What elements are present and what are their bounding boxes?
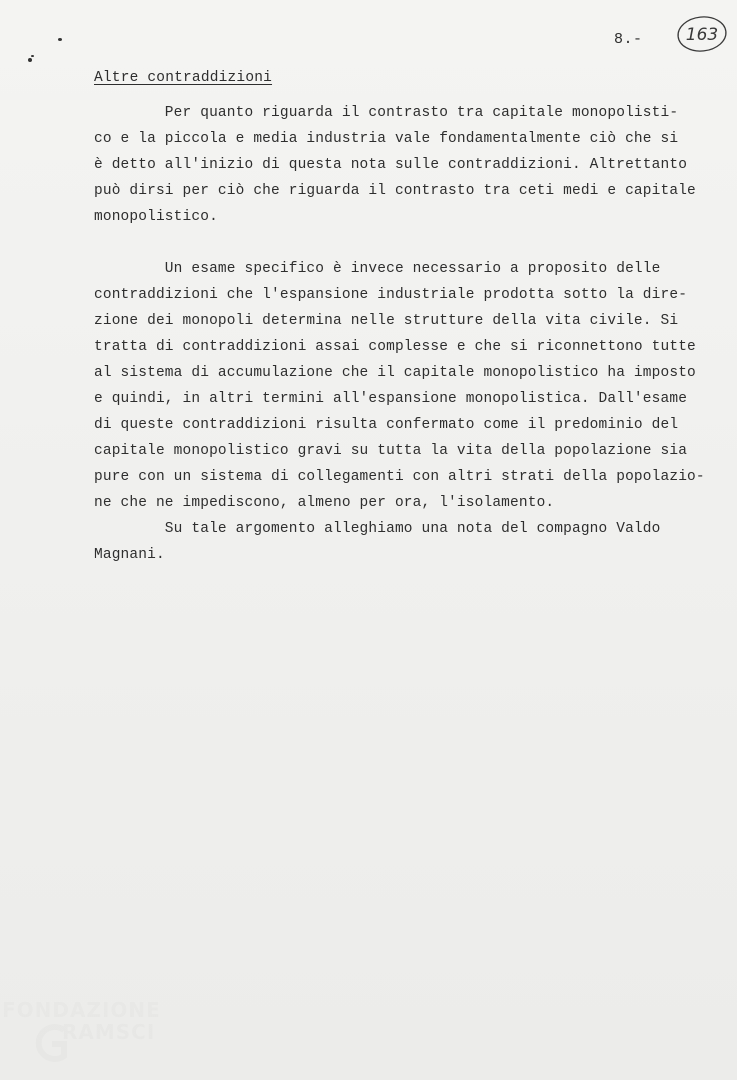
text-line: tratta di contraddizioni assai complesse e che si riconnettono tutte (94, 339, 696, 355)
paragraph (94, 100, 714, 230)
body-text (94, 100, 714, 568)
handwritten-stamp-icon (676, 14, 728, 54)
text-line: può dirsi per ciò che riguarda il contrasto tra ceti medi e capitale (94, 183, 696, 199)
paragraph (94, 516, 714, 568)
ink-speck (31, 55, 34, 57)
text-line: Per quanto riguarda il contrasto tra capitale monopolisti- (94, 105, 679, 121)
text-line: Su tale argomento alleghiamo una nota del compagno Valdo (94, 521, 661, 537)
text-line: pure con un sistema di collegamenti con altri strati della popolazio- (94, 469, 705, 485)
text-line: co e la piccola e media industria vale fondamentalmente ciò che si (94, 131, 679, 147)
ink-speck (28, 58, 32, 62)
text-line: ne che ne impediscono, almeno per ora, l'isolamento. (94, 495, 555, 511)
text-line: di queste contraddizioni risulta confermato come il predominio del (94, 417, 679, 433)
text-line: Un esame specifico è invece necessario a proposito delle (94, 261, 661, 277)
text-line: al sistema di accumulazione che il capitale monopolistico ha imposto (94, 365, 696, 381)
text-line: Magnani. (94, 547, 165, 563)
archive-watermark (2, 998, 182, 1078)
page-number: 8.- (614, 31, 643, 48)
text-line: monopolistico. (94, 209, 218, 225)
archive-stamp (676, 14, 728, 54)
watermark-line2: RAMSCI (62, 1020, 156, 1044)
text-line: contraddizioni che l'espansione industriale prodotta sotto la dire- (94, 287, 688, 303)
stamp-number: 163 (685, 25, 719, 45)
text-line: è detto all'inizio di questa nota sulle contraddizioni. Altrettanto (94, 157, 688, 173)
text-line: zione dei monopoli determina nelle strutture della vita civile. Si (94, 313, 679, 329)
text-line: e quindi, in altri termini all'espansione monopolistica. Dall'esame (94, 391, 688, 407)
section-heading: Altre contraddizioni (94, 70, 273, 86)
text-line: capitale monopolistico gravi su tutta la vita della popolazione sia (94, 443, 688, 459)
paragraph (94, 256, 714, 516)
ink-speck (58, 38, 62, 41)
paragraph-gap (94, 230, 714, 256)
watermark-line1: FONDAZIONE (2, 998, 161, 1022)
